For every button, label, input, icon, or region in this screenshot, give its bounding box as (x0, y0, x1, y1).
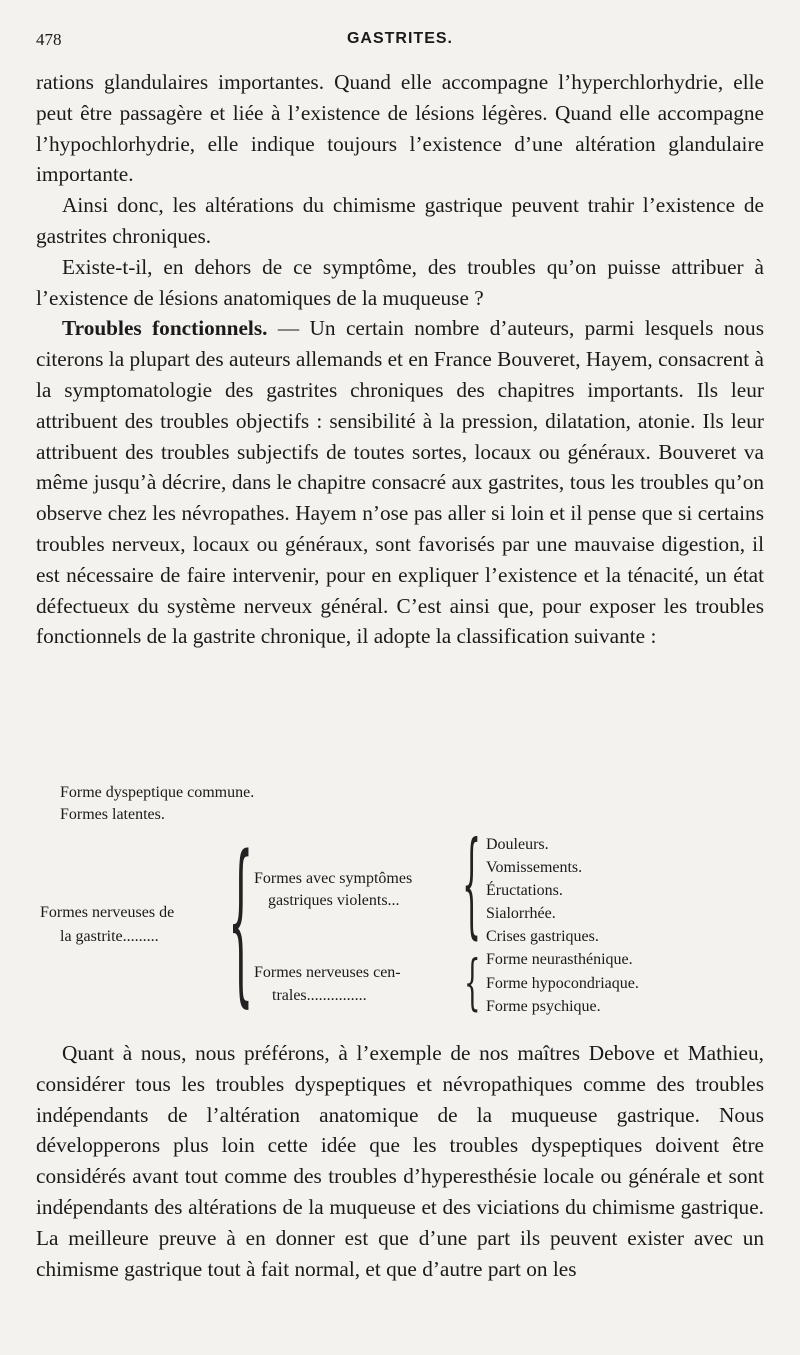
classif-nerveuses-line2: la gastrite......... (60, 928, 159, 945)
symptom-item: Éructations. (486, 882, 563, 899)
classif-centrales-line2: trales............... (272, 987, 367, 1004)
page-header (36, 30, 764, 56)
symptom-item: Sialorrhée. (486, 905, 556, 922)
classif-formes-latentes: Formes latentes. (60, 806, 165, 823)
page-number: 478 (36, 30, 62, 49)
central-brace: { (464, 949, 481, 1019)
classif-nerveuses-line1: Formes nerveuses de (40, 904, 175, 921)
classif-centrales-line1: Formes nerveuses cen- (254, 964, 401, 981)
symptom-item: Vomissements. (486, 859, 583, 876)
body-text-top (36, 67, 764, 652)
classif-forme-commune: Forme dyspeptique commune. (60, 784, 255, 801)
paragraph-4-text: — Un certain nombre d’auteurs, parmi lesquels nous citerons la plupart des auteurs allemands et en France Bouveret, Hayem, consacrent à la symptomatologie des gastrites chroniques des chapitres importants. Ils leur attribuent des troubles objectifs : sensibilité à la pression, dilatation, atonie. Ils leur attribuent des troubles subjectifs de toutes sortes, locaux ou généraux. Bouveret va même jusqu’à décrire, dans le chapitre consacré aux gastrites, tous les troubles qu’on observe chez les névropathes. Hayem n’ose pas aller si loin et il pense que si certains troubles nerveux, locaux ou généraux, sont favorisés par une mauvaise digestion, il est nécessaire de faire intervenir, pour en expliquer l’existence et la ténacité, un état défectueux du système nerveux général. C’est ainsi que, pour exposer les troubles fonctionnels de la gastrite chronique, il adopte la classification suivante : (36, 316, 764, 649)
paragraph-1: rations glandulaires importantes. Quand elle accompagne l’hyperchlorhydrie, elle peut être passagère et liée à l’existence de lésions légères. Quand elle accompagne l’hypochlorhydrie, elle indique toujours l’existence d’une altération glandulaire importante. (36, 70, 764, 187)
paragraph-3: Existe-t-il, en dehors de ce symptôme, des troubles qu’on puisse attribuer à l’existence de lésions anatomiques de la muqueuse ? (36, 254, 764, 310)
central-form-item: Forme neurasthénique. (486, 951, 633, 968)
central-form-item: Forme psychique. (486, 998, 601, 1015)
classif-violents-line2: gastriques violents... (268, 892, 400, 909)
paragraph-5: Quant à nous, nous préférons, à l’exemple de nos maîtres Debove et Mathieu, considérer tous les troubles dyspeptiques et névropathiques comme des troubles indépendants de l’altération anatomique de la muqueuse gastrique. Nous développerons plus loin cette idée que les troubles dyspeptiques doivent être considérés avant tout comme des troubles d’hyperesthésie locale ou générale et sont indépendants des altérations de la muqueuse et des viciations du chimisme gastrique. La meilleure preuve à en donner est que d’une part ils peuvent exister avec un chimisme gastrique tout à fait normal, et que d’autre part on les (36, 1041, 764, 1281)
paragraph-2: Ainsi donc, les altérations du chimisme gastrique peuvent trahir l’existence de gastrites chroniques. (36, 193, 764, 248)
symptom-item: Douleurs. (486, 836, 549, 853)
symptoms-brace: { (462, 820, 482, 954)
central-form-item: Forme hypocondriaque. (486, 975, 639, 992)
main-brace: { (228, 822, 254, 1026)
paragraph-4 (36, 313, 764, 652)
symptom-item: Crises gastriques. (486, 928, 599, 945)
section-heading: Troubles fonctionnels. (62, 316, 268, 341)
running-head: GASTRITES. (346, 30, 453, 47)
classif-violents-line1: Formes avec symptômes (254, 870, 413, 887)
body-text-bottom (36, 1038, 764, 1284)
